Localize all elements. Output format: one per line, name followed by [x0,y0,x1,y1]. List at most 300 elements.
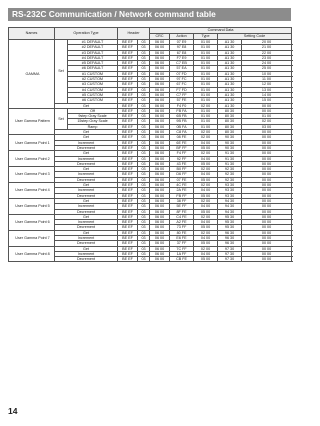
cell-header-1: BE EF [118,167,138,172]
cell-header-3: 06 00 [150,55,170,60]
cell-header-2: 03 [138,161,150,166]
cell-header-1: BE EF [118,172,138,177]
cell-action: 01 00 [194,40,218,45]
cell-setting-code: 00 00 [242,214,292,219]
cell-action: 02 00 [194,246,218,251]
cell-header-1: BE EF [118,193,138,198]
cell-type: 90 30 [218,145,242,150]
cell-crc: 5E FF [170,204,194,209]
cell-header-1: BE EF [118,204,138,209]
cell-header-1: BE EF [118,135,138,140]
cell-header-3: 06 00 [150,50,170,55]
cell-crc: 07 E9 [170,40,194,45]
cell-operation-detail: #5 DEFAULT [68,61,118,66]
col-setting-code: Setting Code [218,34,292,40]
cell-header-1: BE EF [118,251,138,256]
cell-operation-detail: #2 DEFAULT [68,45,118,50]
cell-type: 91 30 [218,156,242,161]
cell-header-2: 03 [138,241,150,246]
cell-type: A1 30 [218,87,242,92]
cell-crc: 67 FC [170,82,194,87]
cell-header-3: 06 00 [150,209,170,214]
cell-operation: Get [55,135,118,140]
cell-setting-code: 00 00 [242,188,292,193]
cell-header-3: 06 00 [150,82,170,87]
cell-header-1: BE EF [118,140,138,145]
cell-header-3: 06 00 [150,98,170,103]
col-operation-type: Operation Type [55,28,118,40]
cell-crc: F7 FD [170,87,194,92]
cell-header-1: BE EF [118,151,138,156]
cell-header-2: 03 [138,156,150,161]
cell-header-3: 06 00 [150,66,170,71]
cell-setting-code: 22 00 [242,50,292,55]
cell-action: 04 00 [194,188,218,193]
cell-type: 80 30 [218,119,242,124]
cell-header-3: 06 00 [150,71,170,76]
cell-setting-code: 12 00 [242,82,292,87]
cell-name: User Gamma Point 7 [9,230,55,246]
cell-action: 04 00 [194,220,218,225]
cell-setting-code: 03 00 [242,124,292,129]
cell-header-2: 03 [138,235,150,240]
cell-header-2: 03 [138,145,150,150]
col-crc: CRC [150,34,170,40]
cell-crc: 43 FE [170,161,194,166]
cell-action: 02 00 [194,183,218,188]
cell-crc: F4 F0 [170,103,194,108]
cell-operation: Increment [55,156,118,161]
cell-header-1: BE EF [118,161,138,166]
cell-header-1: BE EF [118,61,138,66]
cell-type: 80 30 [218,114,242,119]
cell-operation: Increment [55,172,118,177]
cell-setting-code: 00 00 [242,209,292,214]
cell-operation-detail: Ramp [68,124,118,129]
cell-header-2: 03 [138,220,150,225]
cell-operation-detail: #3 CUSTOM [68,82,118,87]
cell-crc: 07 FD [170,71,194,76]
cell-header-2: 03 [138,251,150,256]
cell-header-2: 03 [138,71,150,76]
cell-header-1: BE EF [118,50,138,55]
cell-operation: Set [55,40,68,104]
section-title: RS-232C Communication / Network command table [12,9,216,19]
cell-crc: 9B FB [170,119,194,124]
cell-header-3: 06 00 [150,156,170,161]
cell-operation: Get [55,214,118,219]
cell-header-3: 06 00 [150,241,170,246]
cell-action: 04 00 [194,140,218,145]
cell-operation-detail: #4 DEFAULT [68,55,118,60]
command-table [8,27,292,262]
cell-operation: Decrement [55,177,118,182]
cell-header-3: 06 00 [150,145,170,150]
cell-name: User Gamma Point 6 [9,214,55,230]
cell-type: A1 30 [218,40,242,45]
cell-header-3: 06 00 [150,124,170,129]
cell-action: 01 00 [194,98,218,103]
cell-action: 02 00 [194,230,218,235]
cell-setting-code: 00 00 [242,140,292,145]
cell-action: 01 00 [194,119,218,124]
cell-header-1: BE EF [118,45,138,50]
cell-type: 95 30 [218,214,242,219]
cell-name: User Gamma Point 2 [9,151,55,167]
cell-header-1: BE EF [118,246,138,251]
cell-header-2: 03 [138,98,150,103]
cell-action: 04 00 [194,251,218,256]
cell-crc: D6 FF [170,172,194,177]
cell-type: 92 30 [218,172,242,177]
cell-header-2: 03 [138,40,150,45]
cell-header-2: 03 [138,87,150,92]
cell-crc: 92 FF [170,156,194,161]
cell-header-2: 03 [138,50,150,55]
cell-header-3: 06 00 [150,114,170,119]
cell-operation-detail: 9step Gray Scale [68,114,118,119]
cell-header-2: 03 [138,114,150,119]
page-number: 14 [8,406,18,416]
cell-crc: BF FF [170,145,194,150]
cell-action: 01 00 [194,77,218,82]
cell-type: 96 30 [218,230,242,235]
cell-action: 04 00 [194,235,218,240]
cell-setting-code: 00 00 [242,108,292,113]
cell-type: 94 30 [218,204,242,209]
cell-crc: 57 FE [170,98,194,103]
cell-header-3: 06 00 [150,188,170,193]
col-names: Names [9,28,55,40]
cell-header-2: 03 [138,204,150,209]
cell-header-3: 06 00 [150,140,170,145]
cell-type: 97 30 [218,257,242,262]
cell-setting-code: 00 00 [242,130,292,135]
cell-crc: 0B FA [170,124,194,129]
cell-header-3: 06 00 [150,103,170,108]
cell-header-1: BE EF [118,71,138,76]
cell-type: A1 30 [218,61,242,66]
cell-operation: Increment [55,188,118,193]
cell-header-1: BE EF [118,108,138,113]
cell-operation: Increment [55,140,118,145]
col-action: Action [170,34,194,40]
table-body [9,40,292,262]
cell-header-2: 03 [138,177,150,182]
cell-header-2: 03 [138,130,150,135]
cell-header-3: 06 00 [150,61,170,66]
cell-action: 02 00 [194,130,218,135]
cell-operation: Get [55,183,118,188]
cell-header-1: BE EF [118,92,138,97]
cell-header-1: BE EF [118,225,138,230]
cell-header-1: BE EF [118,230,138,235]
cell-type: 93 30 [218,183,242,188]
cell-setting-code: 01 00 [242,114,292,119]
cell-type: 93 30 [218,188,242,193]
cell-type: A1 30 [218,82,242,87]
cell-crc: 6B FB [170,114,194,119]
cell-setting-code: 00 00 [242,198,292,203]
cell-crc: C7 EB [170,61,194,66]
cell-setting-code: 25 00 [242,66,292,71]
cell-operation: Get [55,130,118,135]
cell-header-3: 06 00 [150,172,170,177]
cell-header-2: 03 [138,66,150,71]
cell-setting-code: 00 00 [242,145,292,150]
cell-header-1: BE EF [118,87,138,92]
cell-crc: 57 EA [170,66,194,71]
cell-action: 01 00 [194,87,218,92]
cell-setting-code: 13 00 [242,87,292,92]
col-command-data: Command Data [150,28,292,34]
cell-header-3: 06 00 [150,130,170,135]
cell-setting-code: 00 00 [242,235,292,240]
cell-setting-code: 00 00 [242,230,292,235]
cell-action: 01 00 [194,45,218,50]
cell-type: A1 30 [218,66,242,71]
cell-operation-detail: #6 DEFAULT [68,66,118,71]
cell-crc: CB FE [170,257,194,262]
cell-crc: 1A FF [170,251,194,256]
cell-header-1: BE EF [118,177,138,182]
cell-header-1: BE EF [118,156,138,161]
cell-header-3: 06 00 [150,161,170,166]
cell-action: 05 00 [194,145,218,150]
cell-header-2: 03 [138,82,150,87]
cell-setting-code: 00 00 [242,151,292,156]
cell-header-3: 06 00 [150,193,170,198]
cell-operation: Decrement [55,257,118,262]
cell-type: 94 30 [218,209,242,214]
cell-action: 02 00 [194,135,218,140]
cell-header-1: BE EF [118,40,138,45]
cell-operation-detail: #1 CUSTOM [68,71,118,76]
cell-header-1: BE EF [118,66,138,71]
cell-setting-code: 00 00 [242,135,292,140]
cell-action: 01 00 [194,124,218,129]
cell-type: 90 30 [218,135,242,140]
cell-header-3: 06 00 [150,87,170,92]
cell-action: 02 00 [194,198,218,203]
cell-crc: 07 FE [170,177,194,182]
cell-header-2: 03 [138,188,150,193]
cell-operation: Set [55,108,68,129]
cell-action: 05 00 [194,241,218,246]
cell-header-1: BE EF [118,235,138,240]
cell-type: 90 30 [218,140,242,145]
cell-action: 05 00 [194,177,218,182]
cell-type: 91 30 [218,161,242,166]
cell-header-3: 06 00 [150,45,170,50]
cell-type: A1 30 [218,55,242,60]
cell-name: GAMMA [9,40,55,109]
cell-setting-code: 00 00 [242,246,292,251]
cell-header-2: 03 [138,246,150,251]
cell-operation: Get [55,151,118,156]
cell-header-1: BE EF [118,257,138,262]
cell-header-2: 03 [138,92,150,97]
cell-header-3: 06 00 [150,251,170,256]
cell-setting-code: 15 00 [242,98,292,103]
cell-header-3: 06 00 [150,225,170,230]
cell-setting-code: 00 00 [242,177,292,182]
cell-header-2: 03 [138,193,150,198]
cell-type: 92 30 [218,177,242,182]
cell-action: 02 00 [194,167,218,172]
cell-name: User Gamma Point 8 [9,246,55,262]
cell-header-2: 03 [138,77,150,82]
cell-header-2: 03 [138,257,150,262]
cell-header-3: 06 00 [150,135,170,140]
cell-operation: Decrement [55,161,118,166]
cell-header-3: 06 00 [150,119,170,124]
cell-crc: 2A FE [170,188,194,193]
cell-setting-code: 00 00 [242,161,292,166]
cell-setting-code: 20 00 [242,40,292,45]
cell-header-3: 06 00 [150,235,170,240]
cell-action: 01 00 [194,66,218,71]
cell-header-1: BE EF [118,188,138,193]
cell-operation: Increment [55,235,118,240]
cell-setting-code: 11 00 [242,77,292,82]
cell-operation: Decrement [55,241,118,246]
cell-header-2: 03 [138,225,150,230]
cell-crc: 97 FC [170,77,194,82]
cell-crc: F7 E9 [170,55,194,60]
cell-header-1: BE EF [118,77,138,82]
cell-header-3: 06 00 [150,167,170,172]
cell-header-3: 06 00 [150,108,170,113]
cell-operation: Get [55,167,118,172]
cell-operation-detail: #3 DEFAULT [68,50,118,55]
cell-operation-detail: Off [68,108,118,113]
cell-operation: Decrement [55,193,118,198]
cell-operation-detail: #5 CUSTOM [68,92,118,97]
cell-crc: 80 FE [170,230,194,235]
cell-crc: 08 FE [170,135,194,140]
cell-action: 04 00 [194,156,218,161]
cell-header-2: 03 [138,198,150,203]
cell-operation-detail: #1 DEFAULT [68,40,118,45]
cell-header-3: 06 00 [150,246,170,251]
cell-header-2: 03 [138,214,150,219]
cell-crc: 67 E8 [170,50,194,55]
cell-action: 05 00 [194,257,218,262]
cell-header-2: 03 [138,45,150,50]
section-title-banner [8,8,291,21]
cell-setting-code: 00 00 [242,257,292,262]
cell-setting-code: 00 00 [242,167,292,172]
cell-crc: 37 FF [170,241,194,246]
cell-action: 04 00 [194,204,218,209]
cell-action: 05 00 [194,209,218,214]
cell-operation: Get [55,198,118,203]
cell-setting-code: 23 00 [242,55,292,60]
cell-type: 96 30 [218,235,242,240]
cell-setting-code: 02 00 [242,119,292,124]
cell-header-3: 06 00 [150,92,170,97]
cell-crc: 4C FE [170,183,194,188]
cell-type: 95 30 [218,220,242,225]
cell-header-1: BE EF [118,98,138,103]
cell-header-2: 03 [138,108,150,113]
cell-action: 02 00 [194,151,218,156]
cell-type: A1 30 [218,77,242,82]
cell-setting-code: 10 00 [242,71,292,76]
cell-type: A1 30 [218,50,242,55]
cell-header-1: BE EF [118,183,138,188]
cell-crc: 8F FE [170,209,194,214]
cell-setting-code: 00 00 [242,251,292,256]
cell-crc: FB FA [170,108,194,113]
cell-setting-code: 00 00 [242,220,292,225]
cell-header-3: 06 00 [150,183,170,188]
cell-header-1: BE EF [118,82,138,87]
cell-name: User Gamma Point 1 [9,135,55,151]
cell-header-2: 03 [138,167,150,172]
cell-header-2: 03 [138,61,150,66]
cell-action: 02 00 [194,214,218,219]
cell-crc: 6E FE [170,140,194,145]
cell-operation: Increment [55,220,118,225]
cell-crc: A2 FE [170,220,194,225]
cell-type: A1 30 [218,45,242,50]
cell-type: 80 30 [218,108,242,113]
cell-setting-code: 00 00 [242,241,292,246]
cell-crc: F4 FF [170,151,194,156]
cell-type: 94 30 [218,198,242,203]
cell-action: 01 00 [194,55,218,60]
cell-header-1: BE EF [118,214,138,219]
cell-header-1: BE EF [118,145,138,150]
cell-crc: B0 FF [170,167,194,172]
cell-operation: Decrement [55,145,118,150]
cell-action: 01 00 [194,108,218,113]
cell-setting-code: 00 00 [242,156,292,161]
cell-crc: 7C FF [170,246,194,251]
cell-header-3: 06 00 [150,257,170,262]
cell-type: A1 30 [218,98,242,103]
cell-name: User Gamma Point 5 [9,198,55,214]
cell-type: 97 30 [218,246,242,251]
cell-setting-code: 00 00 [242,172,292,177]
cell-header-3: 06 00 [150,204,170,209]
cell-header-3: 06 00 [150,198,170,203]
cell-header-2: 03 [138,151,150,156]
cell-action: 04 00 [194,172,218,177]
cell-header-1: BE EF [118,114,138,119]
cell-crc: C8 FA [170,130,194,135]
cell-setting-code: 24 00 [242,61,292,66]
cell-action: 01 00 [194,114,218,119]
cell-setting-code: 00 00 [242,103,292,108]
cell-header-1: BE EF [118,130,138,135]
cell-header-1: BE EF [118,55,138,60]
cell-header-1: BE EF [118,220,138,225]
cell-header-2: 03 [138,135,150,140]
col-header: Header [118,28,150,40]
cell-type: A1 30 [218,92,242,97]
cell-setting-code: 00 00 [242,204,292,209]
cell-action: 05 00 [194,193,218,198]
cell-crc: 97 E8 [170,45,194,50]
cell-crc: E6 FE [170,235,194,240]
cell-header-2: 03 [138,103,150,108]
cell-action: 05 00 [194,225,218,230]
cell-operation-detail: #6 CUSTOM [68,98,118,103]
cell-type: 97 30 [218,251,242,256]
